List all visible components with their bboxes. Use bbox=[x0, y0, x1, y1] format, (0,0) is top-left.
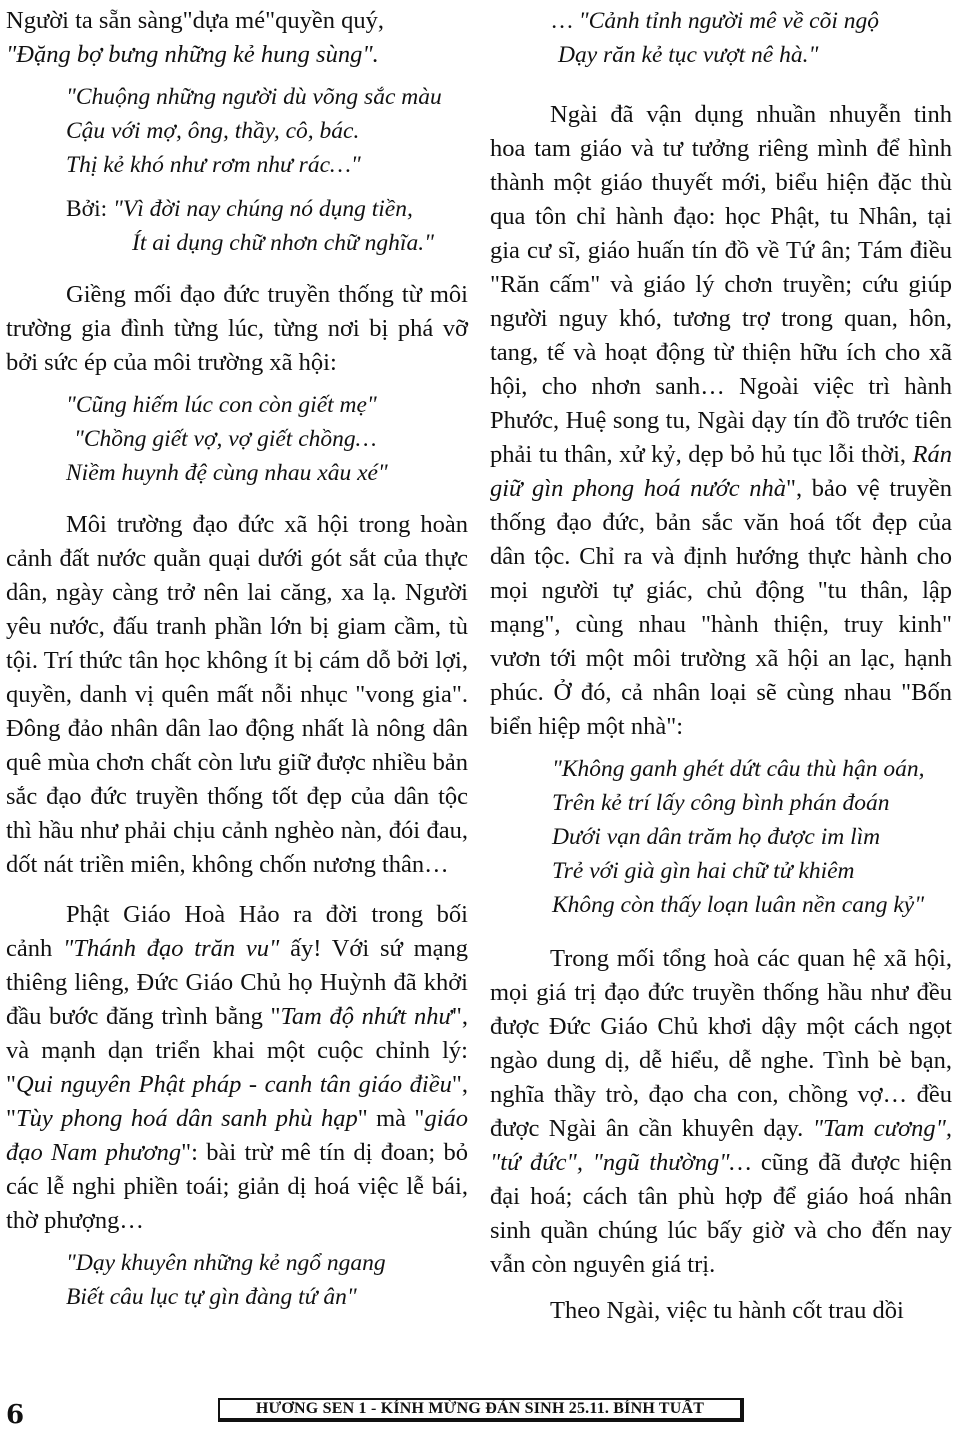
text-run: ấy! Với sứ mạng thiêng liêng, Đức Giáo Chủ họ Huỳnh đã khởi đầu bước đăng trình bằng " bbox=[6, 935, 469, 1030]
text-run: ", và mạnh dạn triển khai một cuộc chỉnh lý: " bbox=[6, 1003, 468, 1098]
text-run: " mà " bbox=[357, 1105, 425, 1132]
paragraph-intro bbox=[6, 4, 468, 72]
verse-line: Dạy răn kẻ tục vượt nê hà." bbox=[558, 42, 819, 68]
verse-line: Biết câu lục tự gìn đàng tứ ân" bbox=[66, 1284, 357, 1310]
text-run-italic: "Thánh đạo trăn vu" bbox=[63, 935, 280, 962]
verse-line: Không còn thấy loạn luân nền cang kỷ" bbox=[552, 892, 925, 918]
text-run: Ngài đã vận dụng nhuần nhuyễn tinh hoa tam giáo và tư tưởng riêng mình để hình thành một giáo thuyết mới, biểu hiện đặc thù qua tôn chỉ hành đạo: học Phật, tu Nhân, tại gia cư sĩ, giáo huấn tín đồ về Tứ ân; Tám điều "Răn cấm" và giáo lý chơn truyền; cứu giúp người nguy khó, tương trợ trong quan, hôn, tang, tế và hoạt động từ thiện hữu ích cho xã hội, cho nhơn sanh… Ngoài việc trì hành Phước, Huệ song tu, Ngài dạy tín đồ trước tiên phải tu thân, xử kỷ, dẹp bỏ hủ tục lỗi thời, bbox=[490, 101, 952, 468]
paragraph-2: Giềng mối đạo đức truyền thống từ môi trường gia đình từng lúc, từng nơi bị phá vỡ bởi sức ép của môi trường xã hội: bbox=[6, 281, 468, 376]
verse-line: Cậu với mợ, ông, thầy, cô, bác. bbox=[66, 118, 360, 144]
verse-line: Ít ai dụng chữ nhơn chữ nghĩa." bbox=[132, 230, 434, 256]
paragraph-7: Theo Ngài, việc tu hành cốt trau dồi bbox=[550, 1297, 904, 1324]
verse-block-4 bbox=[6, 1246, 468, 1314]
verse-block-1 bbox=[6, 80, 468, 182]
verse-block-6 bbox=[490, 752, 952, 922]
verse-line: … "Cảnh tỉnh người mê về cõi ngộ bbox=[552, 8, 879, 34]
verse-line bbox=[66, 192, 468, 226]
text-run: ", bảo vệ truyền thống đạo đức, bản sắc văn hoá tốt đẹp của dân tộc. Chỉ ra và định hướng thực hành cho mọi người tự giác, chủ động "tu thân, lập mạng", cùng nhau "hành thiện, truy kinh" vươn tới một môi trường xã hội an lạc, hạnh phúc. Ở đó, cả nhân loại sẽ cùng nhau "Bốn biển hiệp một nhà": bbox=[490, 475, 952, 740]
verse-line: "Cũng hiếm lúc con còn giết mẹ" bbox=[66, 392, 377, 418]
verse-block-5 bbox=[490, 4, 952, 72]
verse-line: "Chồng giết vợ, vợ giết chồng… bbox=[74, 426, 377, 452]
page-footer bbox=[0, 1394, 960, 1431]
verse-line: Dưới vạn dân trăm họ được im lìm bbox=[552, 824, 881, 850]
text-run: Trong mối tổng hoà các quan hệ xã hội, mọi giá trị đạo đức truyền thống hầu như đều được Đức Giáo Chủ khơi dậy một cách ngọt ngào dung dị, dễ hiểu, dễ nghe. Tình bè bạn, nghĩa thầy trò, đạo cha con, chồng vợ… đều được Ngài ân cần khuyên dạy. bbox=[490, 945, 952, 1142]
verse-line: Niềm huynh đệ cùng nhau xâu xé" bbox=[66, 460, 388, 486]
text-run: ", " bbox=[6, 1071, 468, 1132]
paragraph-6 bbox=[490, 942, 952, 1282]
text-run: ": bài trừ mê tín dị đoan; bỏ các lễ nghi phiền toái; giản dị hoá việc lễ bái, thờ phượng… bbox=[6, 1139, 468, 1234]
text-run: Phật Giáo Hoà Hảo ra đời trong bối cảnh bbox=[6, 901, 468, 962]
footer-banner: HƯƠNG SEN 1 - KÍNH MỪNG ĐẢN SINH 25.11. BÍNH TUẤT bbox=[218, 1398, 744, 1422]
text-run-italic: giáo đạo Nam phương bbox=[6, 1105, 468, 1166]
text-line: "Đặng bợ bưng những kẻ hung sùng". bbox=[6, 41, 379, 68]
verse-line: "Dạy khuyên những kẻ ngổ ngang bbox=[66, 1250, 386, 1276]
text-line: Người ta sẵn sàng"dựa mé"quyền quý, bbox=[6, 7, 384, 34]
text-run-italic: Tùy phong hoá dân sanh phù hạp bbox=[16, 1105, 358, 1132]
paragraph-3: Môi trường đạo đức xã hội trong hoàn cảnh đất nước quằn quại dưới gót sắt của thực dân, ngày càng trở nên lai căng, xa lạ. Người yêu nước, đấu tranh phần lớn bị giam cầm, tù tội. Trí thức tân học không ít bị cám dỗ bởi lợi, quyền, danh vị quên mất nỗi nhục "vong gia". Đông đảo nhân dân lao động nhất là nông dân quê mùa chơn chất còn lưu giữ được nhiều bản sắc đạo đức truyền thống tốt đẹp của dân tộc thì hầu như phải chịu cảnh nghèo nàn, đói đau, dốt nát triền miên, không chốn nương thân… bbox=[6, 511, 468, 878]
text-run-italic: Rán giữ gìn phong hoá nước nhà bbox=[490, 441, 952, 502]
verse-text: "Vì đời nay chúng nó dụng tiền, bbox=[113, 196, 413, 222]
right-column bbox=[490, 0, 952, 1342]
text-run-italic: Tam độ nhứt như bbox=[280, 1003, 452, 1030]
verse-block-2 bbox=[6, 192, 468, 260]
verse-line: Thị kẻ khó như rơm như rác…" bbox=[66, 152, 361, 178]
paragraph-4 bbox=[6, 898, 468, 1238]
text-run-italic: Qui nguyên Phật pháp - canh tân giáo điều bbox=[16, 1071, 452, 1098]
verse-prefix: Bởi: bbox=[66, 196, 114, 222]
verse-line: Trẻ với già gìn hai chữ tử khiêm bbox=[552, 858, 855, 884]
verse-line: "Chuộng những người dù võng sắc màu bbox=[66, 84, 442, 110]
text-run-italic: "Tam cương", "tứ đức", "ngũ thường"… bbox=[490, 1115, 952, 1176]
verse-block-3 bbox=[6, 388, 468, 490]
paragraph-5 bbox=[490, 98, 952, 744]
left-column bbox=[6, 0, 468, 1328]
text-run: cũng đã được hiện đại hoá; cách tân phù hợp để giáo hoá nhân sinh quần chúng lúc bấy giờ và cho đến nay vẫn còn nguyên giá trị. bbox=[490, 1149, 952, 1278]
page-number: 6 bbox=[6, 1400, 25, 1430]
verse-line: "Không ganh ghét dứt câu thù hận oán, bbox=[552, 756, 925, 782]
verse-line: Trên kẻ trí lấy công bình phán đoán bbox=[552, 790, 890, 816]
